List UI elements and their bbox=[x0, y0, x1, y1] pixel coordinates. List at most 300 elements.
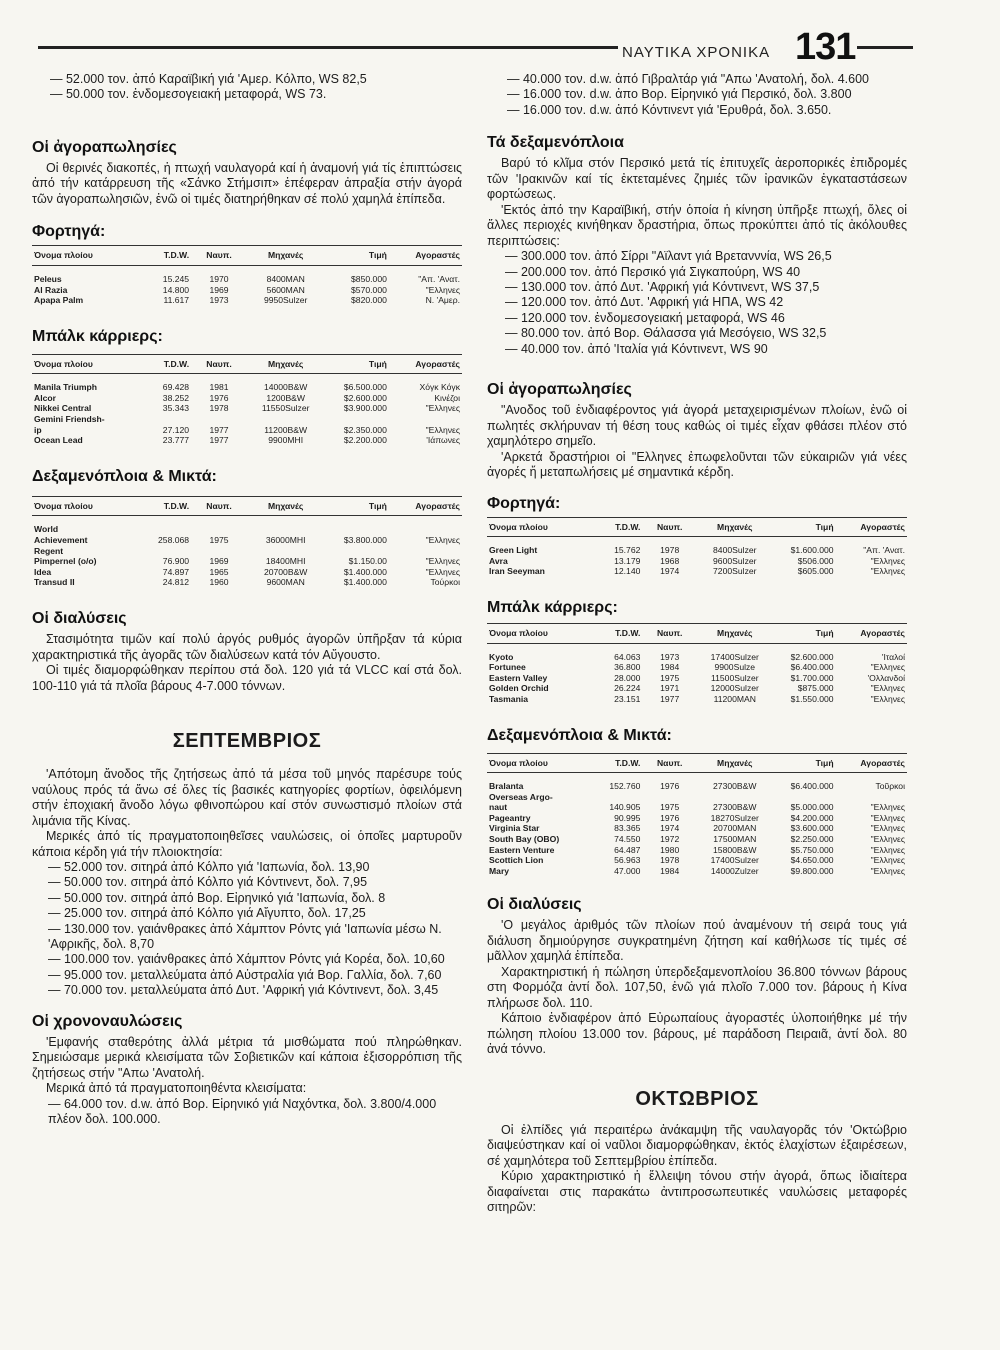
table-row bbox=[487, 813, 907, 824]
table-row bbox=[32, 556, 462, 567]
table-cell: 14000Zulzer bbox=[710, 865, 759, 876]
table-cell: Green Light bbox=[489, 545, 538, 556]
table-cell: "Ελληνες bbox=[425, 403, 460, 414]
table-cell: $875.000 bbox=[797, 683, 834, 694]
table-cell: Χόγκ Κόγκ bbox=[419, 382, 460, 393]
section-title-tankers: Τά δεξαμενόπλοια bbox=[487, 134, 624, 152]
table-row bbox=[32, 285, 462, 296]
table-cell: 1981 bbox=[209, 382, 229, 393]
table-cell: 56.963 bbox=[614, 855, 641, 866]
table-cell: "Ελληνες bbox=[425, 566, 460, 577]
table-cell: $1.700.000 bbox=[790, 672, 834, 683]
table-cell: $3.600.000 bbox=[790, 823, 834, 834]
table-title-cargo: Φορτηγά: bbox=[487, 494, 561, 512]
table-cell: 'Ιάπωνες bbox=[426, 435, 460, 446]
list-item: — 16.000 τον. d.w. ἀπο Βορ. Εἰρηνικό γιά Περσικό, δολ. 3.800 bbox=[507, 87, 852, 102]
table-row bbox=[32, 546, 462, 557]
col-engines: Μηχανές bbox=[697, 517, 773, 537]
table-cell: $4.650.000 bbox=[790, 855, 834, 866]
table-cell: 15.762 bbox=[614, 545, 641, 556]
section-title-sales-oct: Οἱ ἀγοραπωλησίες bbox=[487, 381, 632, 399]
table-cell: 74.897 bbox=[162, 566, 190, 577]
table-row bbox=[487, 683, 907, 694]
col-engines: Μηχανές bbox=[697, 623, 773, 643]
header-rule bbox=[38, 46, 618, 49]
table-cell bbox=[642, 792, 697, 803]
right-top-list bbox=[487, 72, 907, 118]
table-cell: 1974 bbox=[660, 823, 680, 834]
table-cell: 24.812 bbox=[162, 577, 190, 588]
table-cell: $5.750.000 bbox=[790, 844, 834, 855]
table-cell: 1976 bbox=[660, 781, 680, 792]
table-cell: 7200Sulzer bbox=[713, 566, 757, 577]
september-paragraph-2: Μερικές ἀπό τίς πραγματοποιηθεῖσες ναυλώσεις, οἱ ὁποῖες μαρτυροῦν κάποια κέρδη γιά τήν πλοιοκτησία: bbox=[32, 829, 462, 859]
table-cell: "Ελληνες bbox=[870, 865, 905, 876]
table-title-tankers: Δεξαμενόπλοια & Μικτά: bbox=[487, 726, 672, 744]
table-cell: Manila Triumph bbox=[34, 382, 98, 393]
table-cell: 20700MAN bbox=[713, 823, 757, 834]
table-cell: 23.151 bbox=[614, 693, 641, 704]
table-cell: $3.800.000 bbox=[343, 535, 387, 546]
table-cell: 'Ολλανδοί bbox=[867, 672, 905, 683]
table-cell bbox=[247, 414, 324, 425]
table-cell: "Απ. 'Ανατ. bbox=[418, 273, 460, 284]
table-title-bulk: Μπάλκ κάρριερς: bbox=[32, 327, 163, 345]
table-cell: 20700B&W bbox=[263, 566, 308, 577]
cargo-table bbox=[32, 245, 462, 305]
table-cell: Transud II bbox=[34, 577, 75, 588]
col-ship-name: Όνομα πλοίου bbox=[32, 496, 148, 516]
col-engines: Μηχανές bbox=[247, 354, 324, 374]
table-cell: 1968 bbox=[660, 555, 680, 566]
table-row bbox=[487, 643, 907, 662]
table-cell: 1973 bbox=[209, 295, 229, 306]
table-cell: Al Razia bbox=[34, 284, 68, 295]
table-row bbox=[487, 823, 907, 834]
table-row bbox=[32, 435, 462, 446]
tankers-list bbox=[487, 249, 907, 357]
table-cell: 11550Sulzer bbox=[261, 403, 310, 414]
table-cell: 15800B&W bbox=[713, 844, 757, 855]
table-cell: Pimpernel (o/o) bbox=[34, 556, 97, 567]
table-row bbox=[487, 802, 907, 813]
timecharter-paragraph-1: 'Εμφανής σταθερότης ἀλλά μέτρια τά μισθώματα πού πληρώθηκαν. Σημειώσαμε μερικά κλεισίματα τῶν Σοβιετικῶν καί κάποια ἐξισορρόπιση τῆς ζητήσεως στήν "Απω 'Ανατολή. bbox=[32, 1034, 462, 1080]
table-cell: 1970 bbox=[209, 273, 229, 284]
table-row bbox=[32, 535, 462, 546]
table-cell: $1.400.000 bbox=[343, 577, 387, 588]
col-engines: Μηχανές bbox=[247, 496, 324, 516]
table-cell: "Ελληνες bbox=[425, 556, 460, 567]
table-cell: 1980 bbox=[660, 844, 680, 855]
list-item: — 50.000 τον. σιτηρά ἀπό Κόλπο γιά Κόντινεντ, δολ. 7,95 bbox=[48, 875, 368, 890]
table-cell: $4.200.000 bbox=[790, 812, 834, 823]
list-item: — 130.000 τον. ἀπό Δυτ. 'Αφρική γιά Κόντινεντ, WS 37,5 bbox=[505, 280, 820, 295]
table-cell: 1977 bbox=[660, 693, 680, 704]
table-cell: "Ελληνες bbox=[425, 535, 460, 546]
table-cell: 76.900 bbox=[162, 556, 190, 567]
october-paragraph-1: Οἱ ἐλπίδες γιά περαιτέρω ἀνάκαμψη τῆς ναυλαγορᾶς τόν 'Οκτώβριο διαψεύστηκαν καί οἱ ναῦλοι διαμορφώθηκαν, ἐκτός ἐλαχίστων ἐξαιρέσεων, σέ χαμηλότερα τοῦ Σεπτεμβρίου ἐπίπεδα. bbox=[487, 1122, 907, 1168]
table-cell: 9600Sulzer bbox=[713, 555, 757, 566]
table-cell: 69.428 bbox=[162, 382, 190, 393]
table-cell: 1976 bbox=[660, 812, 680, 823]
col-price: Τιμή bbox=[324, 354, 389, 374]
col-built: Ναυπ. bbox=[191, 354, 247, 374]
list-item: — 16.000 τον. d.w. ἀπό Κόντινεντ γιά 'Ερυθρά, δολ. 3.650. bbox=[507, 102, 832, 117]
table-cell: Fortunee bbox=[489, 662, 526, 673]
table-cell: 1977 bbox=[209, 435, 229, 446]
table-cell: 17500MAN bbox=[713, 834, 757, 845]
table-cell: 258.068 bbox=[158, 535, 190, 546]
table-cell bbox=[773, 792, 836, 803]
col-buyers: Αγοραστές bbox=[389, 496, 462, 516]
table-row bbox=[32, 393, 462, 404]
table-row bbox=[487, 834, 907, 845]
table-row bbox=[32, 403, 462, 414]
table-cell: Kyoto bbox=[489, 651, 514, 662]
table-cell: 1975 bbox=[209, 535, 229, 546]
table-cell: 35.343 bbox=[162, 403, 190, 414]
table-cell: 14.800 bbox=[162, 284, 190, 295]
table-cell: 1984 bbox=[660, 865, 680, 876]
table-cell: 1972 bbox=[660, 834, 680, 845]
col-price: Τιμή bbox=[773, 753, 836, 773]
table-row bbox=[487, 792, 907, 803]
table-cell: $2.600.000 bbox=[343, 392, 387, 403]
list-item: — 70.000 τον. μεταλλεύματα ἀπό Δυτ. 'Αφρική γιά Κόντινεντ, δολ. 3,45 bbox=[48, 983, 439, 998]
table-cell: 18270Sulzer bbox=[710, 812, 759, 823]
table-cell bbox=[836, 792, 907, 803]
table-cell: 1973 bbox=[660, 651, 680, 662]
tankers-table bbox=[32, 496, 462, 588]
table-cell: $6.400.000 bbox=[790, 781, 834, 792]
table-cell: Achievement bbox=[34, 535, 88, 546]
table-cell: ip bbox=[34, 424, 42, 435]
table-cell: 12.140 bbox=[614, 566, 641, 577]
table-cell: 11200MAN bbox=[713, 693, 756, 704]
table-cell: 1969 bbox=[209, 556, 229, 567]
list-item: — 50.000 τον. σιτηρά ἀπό Βορ. Εἰρηνικό γιά 'Ιαπωνία, δολ. 8 bbox=[48, 890, 386, 905]
col-ship-name: Όνομα πλοίου bbox=[32, 354, 148, 374]
table-row bbox=[32, 374, 462, 393]
col-tdw: T.D.W. bbox=[148, 354, 191, 374]
table-cell: 1978 bbox=[209, 403, 229, 414]
table-row bbox=[487, 556, 907, 567]
list-item: — 130.000 τον. γαιάνθρακες ἀπό Χάμπτον Ρόντς γιά 'Ιαπωνία μέσω Ν. 'Αφρικῆς, δολ. 8,70 bbox=[48, 921, 442, 952]
table-cell: 152.760 bbox=[609, 781, 641, 792]
table-cell: 27.120 bbox=[162, 424, 190, 435]
col-price: Τιμή bbox=[324, 496, 389, 516]
col-ship-name: Όνομα πλοίου bbox=[487, 753, 600, 773]
table-row bbox=[487, 694, 907, 705]
table-cell: South Bay (OBO) bbox=[489, 834, 560, 845]
sales-paragraph-1: "Ανοδος τοῦ ἐνδιαφέροντος γιά ἀγορά μεταχειρισμένων πλοίων, ἐνῶ οἱ πωλητές σκλήρυναν τή θέση τους καθώς οἱ τιμές εἶχαν φθάσει πλέον στό χαμηλότερο σημεῖο. bbox=[487, 403, 907, 449]
col-buyers: Αγοραστές bbox=[836, 623, 907, 643]
table-cell bbox=[389, 414, 462, 425]
timecharter-list bbox=[32, 1097, 462, 1128]
table-cell: Alcor bbox=[34, 392, 56, 403]
bulk-table bbox=[32, 354, 462, 446]
table-cell: Κινέζοι bbox=[434, 392, 460, 403]
table-cell: "Ελληνες bbox=[870, 855, 905, 866]
table-cell: "Ελληνες bbox=[870, 834, 905, 845]
table-cell: "Ελληνες bbox=[870, 844, 905, 855]
table-cell: $5.000.000 bbox=[790, 802, 834, 813]
table-cell: 36000MHI bbox=[265, 535, 306, 546]
table-cell: Regent bbox=[34, 545, 64, 556]
table-cell: "Ελληνες bbox=[870, 555, 905, 566]
col-price: Τιμή bbox=[324, 246, 389, 266]
table-cell: 1976 bbox=[209, 392, 229, 403]
scrap-paragraph-2: Χαρακτηριστική ἡ πώληση ὑπερδεξαμενοπλοίου 36.800 τόννων βάρους στη Φορμόζα ἀντί δολ. 107,50, ἐνῶ γιά πλοῖο 7.000 τον. βάρους ἡ Κίνα πλήρωσε δολ. 110. bbox=[487, 964, 907, 1010]
tankers-table bbox=[487, 753, 907, 877]
scrap-paragraph-2: Οἱ τιμές διαμορφώθηκαν περίπου στά δολ. 120 γιά τά VLCC καί στά δολ. 100-110 γιά τά πλοῖα βάρους 4-7.000 τόννων. bbox=[32, 663, 462, 693]
table-row bbox=[487, 566, 907, 577]
table-cell bbox=[148, 414, 191, 425]
table-cell: naut bbox=[489, 802, 508, 813]
col-tdw: T.D.W. bbox=[600, 517, 642, 537]
tankers-paragraph-1: Βαρύ τό κλῖμα στόν Περσικό μετά τίς ἐπιτυχεῖς ἀεροπορικές ἐπιδρομές τῶν 'Ιρακινῶν καί τίς ἐκτεταμένες ζημιές τῶν ἰρανικῶν ἐγκαταστάσεων φορτώσεως. bbox=[487, 156, 907, 202]
table-cell: $6.500.000 bbox=[343, 382, 387, 393]
table-cell: 1965 bbox=[209, 566, 229, 577]
table-cell: "Ελληνες bbox=[870, 802, 905, 813]
september-list bbox=[32, 860, 462, 999]
table-cell: "Ελληνες bbox=[870, 812, 905, 823]
timecharter-paragraph-2: Μερικά ἀπό τά πραγματοποιηθέντα κλεισίματα: bbox=[46, 1081, 307, 1096]
list-item: — 52.000 τον. ἀπό Καραϊβική γιά 'Αμερ. Κόλπο, WS 82,5 bbox=[50, 72, 367, 86]
table-cell: $570.000 bbox=[351, 284, 387, 295]
table-row bbox=[32, 295, 462, 306]
table-cell bbox=[191, 516, 247, 535]
table-cell: Iran Seeyman bbox=[489, 566, 545, 577]
list-item: — 120.000 τον. ἀπό Δυτ. 'Αφρική γιά ΗΠΑ, WS 42 bbox=[505, 295, 784, 310]
table-cell: $2.600.000 bbox=[790, 651, 834, 662]
list-item: — 80.000 τον. ἀπό Βορ. Θάλασσα γιά Μεσόγειο, WS 32,5 bbox=[505, 326, 827, 341]
table-row bbox=[32, 265, 462, 284]
table-row bbox=[487, 662, 907, 673]
list-item: — 40.000 τον. d.w. ἀπό Γιβραλτάρ γιά "Απω 'Ανατολή, δολ. 4.600 bbox=[507, 72, 869, 86]
table-cell bbox=[324, 516, 389, 535]
scrap-paragraph-1: Στασιμότητα τιμῶν καί πολύ ἀργός ρυθμός ἀγορῶν ὑπῆρξαν τά κύρια χαρακτηριστικά τῆς ἀγορᾶς τῶν διαλύσεων κατά τόν Αὔγουστο. bbox=[32, 632, 462, 662]
table-cell: Idea bbox=[34, 566, 52, 577]
col-built: Ναυπ. bbox=[191, 496, 247, 516]
table-row bbox=[32, 516, 462, 535]
table-cell bbox=[389, 546, 462, 557]
table-row bbox=[32, 425, 462, 436]
table-cell: 1975 bbox=[660, 672, 680, 683]
table-cell: 1978 bbox=[660, 545, 680, 556]
col-tdw: T.D.W. bbox=[148, 496, 191, 516]
table-cell: 11.617 bbox=[163, 295, 190, 306]
table-cell: 26.224 bbox=[614, 683, 641, 694]
section-title-sales: Οἱ ἀγοραπωλησίες bbox=[32, 138, 177, 156]
table-cell: $1.600.000 bbox=[790, 545, 834, 556]
sales-paragraph-2: 'Αρκετά δραστήριοι οἱ "Ελληνες ἐπωφελοῦνται τῶν εὐκαιριῶν γιά νέες ἀγορές ἤ μεταπωλήσεις μέ σημαντικά κέρδη. bbox=[487, 449, 907, 480]
table-row bbox=[487, 537, 907, 556]
table-cell: 28.000 bbox=[614, 672, 641, 683]
table-cell: 12000Sulzer bbox=[710, 683, 759, 694]
table-cell: 140.905 bbox=[609, 802, 641, 813]
table-cell: "Ελληνες bbox=[870, 683, 905, 694]
table-row bbox=[487, 866, 907, 877]
scrap-paragraph-3: Κάποιο ἐνδιαφέρον ἀπό Εὐρωπαίους ἀγοραστές ὑλοποιήθηκε μέ τήν πώληση πλοίου 13.000 τον. βάρους, μέ παράδοση Πειραιᾶ, ἀντί δολ. 80 ἀνά τόννο. bbox=[487, 1011, 907, 1057]
table-title-bulk: Μπάλκ κάρριερς: bbox=[487, 598, 618, 616]
col-built: Ναυπ. bbox=[642, 623, 697, 643]
table-cell: Nikkei Central bbox=[34, 403, 92, 414]
table-cell: 1200B&W bbox=[266, 392, 306, 403]
table-cell: $850.000 bbox=[351, 273, 387, 284]
table-cell: 47.000 bbox=[614, 865, 641, 876]
table-cell: $1.400.000 bbox=[343, 566, 387, 577]
table-row bbox=[487, 773, 907, 792]
table-cell: $1.550.000 bbox=[790, 693, 834, 704]
table-cell: World bbox=[34, 524, 59, 535]
table-title-tankers: Δεξαμενόπλοια & Μικτά: bbox=[32, 467, 217, 485]
table-cell: Overseas Argo- bbox=[489, 791, 553, 802]
table-cell: "Ελληνες bbox=[425, 284, 460, 295]
header-rule-right bbox=[857, 46, 913, 49]
table-cell bbox=[148, 546, 191, 557]
table-cell: 90.995 bbox=[614, 812, 641, 823]
table-cell: Gemini Friendsh- bbox=[34, 414, 105, 425]
table-cell: 1978 bbox=[660, 855, 680, 866]
col-ship-name: Όνομα πλοίου bbox=[487, 623, 600, 643]
table-cell: 1984 bbox=[660, 662, 680, 673]
table-cell: 8400Sulzer bbox=[713, 545, 757, 556]
table-cell: Peleus bbox=[34, 273, 62, 284]
table-cell: $2.250.000 bbox=[790, 834, 834, 845]
list-item: — 120.000 τον. ἐνδομεσογειακή μεταφορά, WS 46 bbox=[505, 310, 785, 325]
col-buyers: Αγοραστές bbox=[836, 753, 907, 773]
table-cell bbox=[324, 414, 389, 425]
list-item: — 200.000 τον. ἀπό Περσικό γιά Σιγκαπούρη, WS 40 bbox=[505, 264, 801, 279]
table-cell bbox=[324, 546, 389, 557]
table-cell: 14000B&W bbox=[263, 382, 308, 393]
table-cell: "Ελληνες bbox=[870, 662, 905, 673]
table-cell: 13.179 bbox=[614, 555, 641, 566]
table-cell: "Ελληνες bbox=[425, 424, 460, 435]
col-built: Ναυπ. bbox=[191, 246, 247, 266]
list-item: — 40.000 τον. ἀπό 'Ιταλία γιά Κόντινεντ, WS 90 bbox=[505, 341, 768, 356]
table-cell bbox=[600, 792, 642, 803]
table-cell: 11500Sulzer bbox=[710, 672, 759, 683]
table-cell: 1974 bbox=[660, 566, 680, 577]
table-cell: 38.252 bbox=[162, 392, 190, 403]
table-cell bbox=[697, 792, 773, 803]
table-row bbox=[487, 855, 907, 866]
table-cell: Tasmania bbox=[489, 693, 529, 704]
september-paragraph-1: 'Απότομη ἄνοδος τῆς ζητήσεως ἀπό τά μέσα τοῦ μηνός παρέσυρε τούς ναύλους πρός τά ἄνω σέ ὅλες τίς βασικές κατηγορίες φορτίων, ὀφειλόμενη στήν ἐποχιακή ἄνοδο λόγω φθινοπώρου καί στόν συνωστισμό πλοίων στά λιμάνια τῆς Κίνας. bbox=[32, 767, 462, 828]
table-row bbox=[32, 414, 462, 425]
table-cell: 1975 bbox=[660, 802, 680, 813]
magazine-title: ΝΑΥΤΙΚΑ ΧΡΟΝΙΚΑ bbox=[622, 44, 771, 61]
table-cell: 36.800 bbox=[614, 662, 641, 673]
table-cell: Τοῦρκοι bbox=[875, 781, 905, 792]
month-title-october: ΟΚΤΩΒΡΙΟΣ bbox=[635, 1087, 759, 1110]
table-cell: 11200B&W bbox=[264, 424, 308, 435]
tankers-paragraph-2: 'Εκτός ἀπό την Καραϊβική, στήν ὁποία ἡ κίνηση ὑπῆρξε πτωχή, ὅλες οἱ ἄλλες περιοχές κινήθηκαν δραστήρια, ὅπως προκύπτει ἀπό τίς ἀκόλουθες περιπτώσεις: bbox=[487, 202, 907, 248]
table-cell: 1971 bbox=[660, 683, 680, 694]
table-cell: 15.245 bbox=[162, 273, 190, 284]
list-item: — 52.000 τον. σιτηρά ἀπό Κόλπο γιά 'Ιαπωνία, δολ. 13,90 bbox=[48, 860, 370, 874]
col-tdw: T.D.W. bbox=[148, 246, 191, 266]
table-title-cargo: Φορτηγά: bbox=[32, 223, 106, 241]
month-title-september: ΣΕΠΤΕΜΒΡΙΟΣ bbox=[172, 730, 322, 752]
table-cell bbox=[247, 516, 324, 535]
col-ship-name: Όνομα πλοίου bbox=[32, 246, 148, 266]
list-item: — 25.000 τον. σιτηρά ἀπό Κόλπο γιά Αἴγυπτο, δολ. 17,25 bbox=[48, 906, 366, 921]
table-cell: 17400Sulzer bbox=[710, 651, 759, 662]
left-column bbox=[32, 72, 462, 1127]
table-cell: Ocean Lead bbox=[34, 435, 83, 446]
col-tdw: T.D.W. bbox=[600, 753, 642, 773]
table-cell: 9900Sulze bbox=[714, 662, 756, 673]
table-row bbox=[487, 845, 907, 856]
sales-paragraph: Οἱ θερινές διακοπές, ἡ πτωχή ναυλαγορά καί ἡ ἀναμονή γιά τίς ἐπιπτώσεις ἀπό τήν κατάρρευση τῆς «Σάνκο Στήμσιπ» ἐπέφεραν ἀπραξία στήν ἀγορά τῶν ἀγοραπωλησιῶν, ἐνῶ οἱ τιμές διατηρήθηκαν σέ πολύ χαμηλά ἐπίπεδα. bbox=[32, 160, 462, 206]
section-title-scrap: Οἱ διαλύσεις bbox=[487, 896, 582, 914]
table-cell: Pageantry bbox=[489, 812, 531, 823]
table-cell: 8400MAN bbox=[266, 273, 305, 284]
october-paragraph-2: Κύριο χαρακτηριστικό ἡ ἔλλειψη τόνου στήν ἀγορά, ὅπως ἰδιαίτερα διαφαίνεται στις παρακάτω ἀντιπροσωπευτικές ναυλώσεις μεταφορές σιτηρῶν: bbox=[487, 1169, 907, 1215]
col-price: Τιμή bbox=[773, 517, 836, 537]
list-item: — 100.000 τον. γαιάνθρακες ἀπό Χάμπτον Ρόντς γιά Κορέα, δολ. 10,60 bbox=[48, 952, 445, 967]
table-cell: 9600MAN bbox=[266, 577, 305, 588]
table-cell bbox=[389, 516, 462, 535]
table-cell: $3.900.000 bbox=[343, 403, 387, 414]
table-cell: $820.000 bbox=[351, 295, 387, 306]
table-cell bbox=[191, 546, 247, 557]
col-engines: Μηχανές bbox=[697, 753, 773, 773]
list-item: — 64.000 τον. d.w. ἀπό Βορ. Εἰρηνικό γιά Ναχόντκα, δολ. 3.800/4.000 πλέον δολ. 100.000. bbox=[48, 1096, 437, 1127]
table-cell: "Απ. 'Ανατ. bbox=[863, 545, 905, 556]
table-cell: 27300B&W bbox=[713, 802, 757, 813]
col-buyers: Αγοραστές bbox=[389, 354, 462, 374]
table-cell: $2.350.000 bbox=[343, 424, 387, 435]
page-number: 131 bbox=[795, 26, 856, 68]
table-cell: $2.200.000 bbox=[343, 435, 387, 446]
list-item: — 300.000 τον. ἀπό Σίρρι "Αϊλαντ γιά Βρετανννία, WS 26,5 bbox=[505, 249, 832, 264]
left-top-list bbox=[32, 72, 462, 103]
cargo-table bbox=[487, 517, 907, 577]
table-cell: Scottich Lion bbox=[489, 855, 544, 866]
table-cell: 1977 bbox=[209, 424, 229, 435]
col-tdw: T.D.W. bbox=[600, 623, 642, 643]
table-cell: Golden Orchid bbox=[489, 683, 549, 694]
table-cell: 83.365 bbox=[614, 823, 641, 834]
list-item: — 95.000 τον. μεταλλεύματα ἀπό Αὐστραλία γιά Βορ. Γαλλία, δολ. 7,60 bbox=[48, 967, 442, 982]
table-cell bbox=[148, 516, 191, 535]
table-cell: 9950Sulzer bbox=[263, 295, 308, 306]
table-cell: 9900MHI bbox=[268, 435, 304, 446]
table-cell bbox=[191, 414, 247, 425]
table-cell: 1960 bbox=[209, 577, 229, 588]
col-engines: Μηχανές bbox=[247, 246, 324, 266]
table-cell: 1969 bbox=[209, 284, 229, 295]
col-ship-name: Όνομα πλοίου bbox=[487, 517, 600, 537]
section-title-timecharter: Οἱ χρονοναυλώσεις bbox=[32, 1012, 183, 1030]
table-cell: Mary bbox=[489, 865, 510, 876]
table-cell: Virginia Star bbox=[489, 823, 540, 834]
table-cell: 64.487 bbox=[614, 844, 641, 855]
list-item: — 50.000 τον. ἐνδομεσογειακή μεταφορά, WS 73. bbox=[50, 87, 327, 102]
table-cell: 23.777 bbox=[162, 435, 190, 446]
table-cell: 27300B&W bbox=[713, 781, 757, 792]
table-cell: $1.150.00 bbox=[348, 556, 387, 567]
bulk-table bbox=[487, 623, 907, 705]
table-cell: "Ελληνες bbox=[870, 693, 905, 704]
section-title-scrap: Οἱ διαλύσεις bbox=[32, 610, 127, 627]
table-cell: Eastern Valley bbox=[489, 672, 548, 683]
table-cell bbox=[247, 546, 324, 557]
